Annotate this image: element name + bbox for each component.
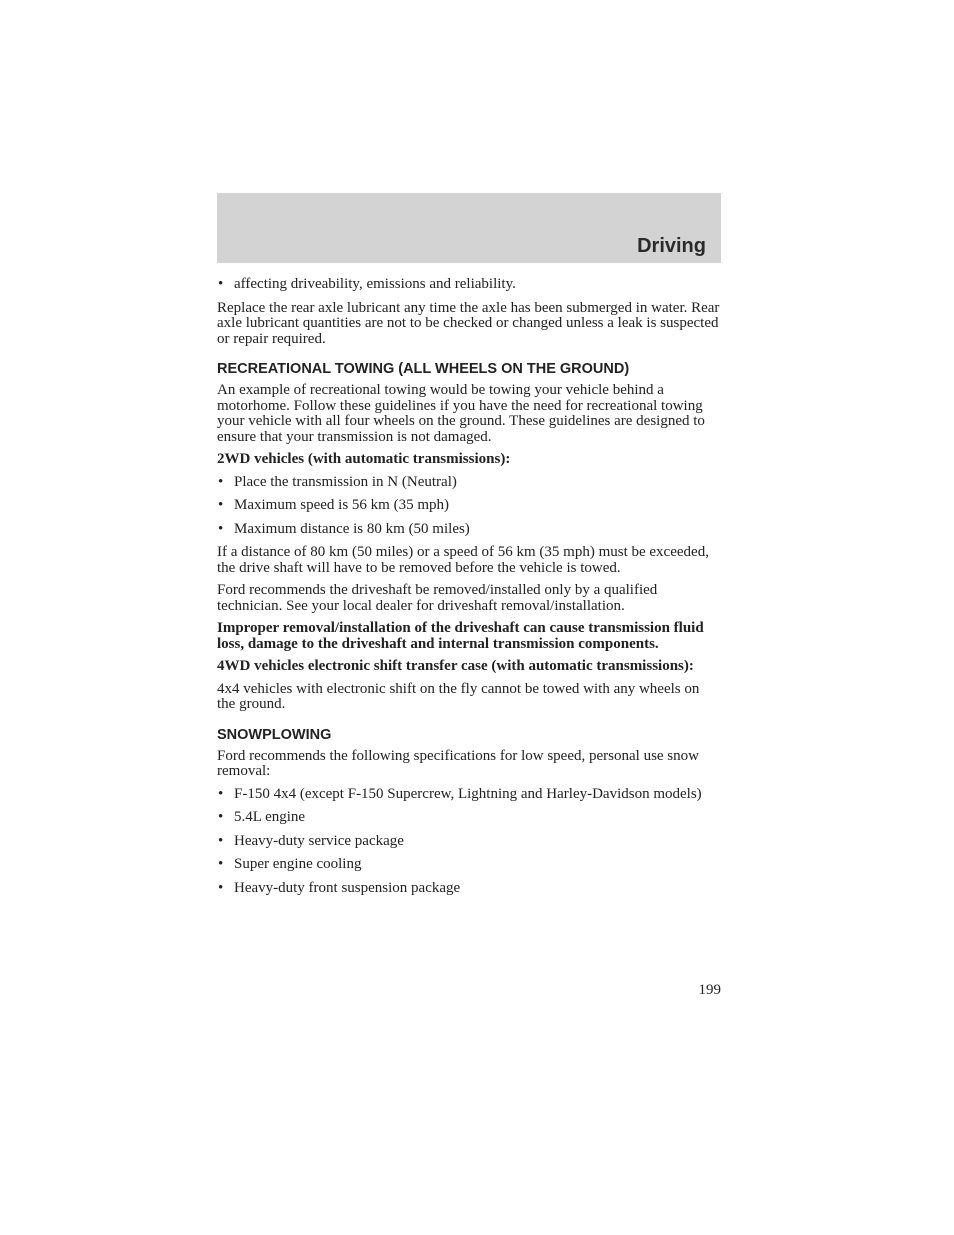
- bullet-item: • Heavy-duty front suspension package: [217, 881, 721, 897]
- heading-recreational-towing: RECREATIONAL TOWING (ALL WHEELS ON THE GROUND): [217, 361, 630, 377]
- bullet-item: • Maximum speed is 56 km (35 mph): [217, 498, 721, 514]
- bullet-item: • affecting driveability, emissions and reliability.: [217, 277, 721, 293]
- page-number: 199: [698, 982, 721, 998]
- paragraph-snowplow-specs: Ford recommends the following specifications for low speed, personal use snow removal:: [217, 747, 699, 779]
- page-content: [217, 277, 721, 904]
- section-header-band: [217, 193, 721, 263]
- bullet-item: • Maximum distance is 80 km (50 miles): [217, 522, 721, 538]
- bullet-item: • Place the transmission in N (Neutral): [217, 475, 721, 491]
- paragraph-axle-lubricant: Replace the rear axle lubricant any time the axle has been submerged in water. Rear axle lubricant quantities are not to be checked or changed unless a leak is suspected or repair required.: [217, 299, 720, 347]
- section-title: Driving: [637, 235, 706, 257]
- paragraph-4x4-towing: 4x4 vehicles with electronic shift on the fly cannot be towed with any wheels on the ground.: [217, 680, 700, 712]
- heading-snowplowing: SNOWPLOWING: [217, 726, 332, 743]
- warning-driveshaft: Improper removal/installation of the driveshaft can cause transmission fluid loss, damage to the driveshaft and internal transmission components.: [217, 620, 704, 652]
- bullet-item: • Heavy-duty service package: [217, 834, 721, 850]
- subheading-4wd: 4WD vehicles electronic shift transfer case (with automatic transmissions):: [217, 658, 694, 674]
- bullet-item: • Super engine cooling: [217, 857, 721, 873]
- bullet-item: • 5.4L engine: [217, 810, 721, 826]
- paragraph-towing-example: An example of recreational towing would be towing your vehicle behind a motorhome. Follow these guidelines if you have the need for recreational towing your vehicle with all four wheels on the ground. These guidelines are designed to ensure that your transmission is not damaged.: [217, 382, 705, 445]
- paragraph-driveshaft-technician: Ford recommends the driveshaft be removed/installed only by a qualified technician. See your local dealer for driveshaft removal/installation.: [217, 582, 658, 614]
- subheading-2wd: 2WD vehicles (with automatic transmissions):: [217, 451, 511, 467]
- paragraph-exceed-limits: If a distance of 80 km (50 miles) or a speed of 56 km (35 mph) must be exceeded, the drive shaft will have to be removed before the vehicle is towed.: [217, 544, 709, 576]
- bullet-item: • F-150 4x4 (except F-150 Supercrew, Lightning and Harley-Davidson models): [217, 787, 721, 803]
